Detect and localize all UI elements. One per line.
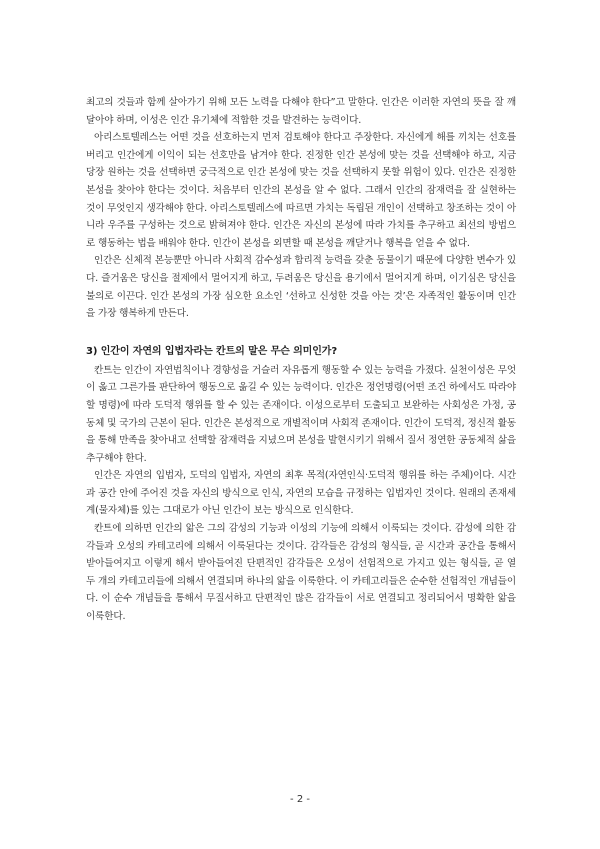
section-heading-kant: 3) 인간이 자연의 입법자라는 칸트의 말은 무슨 의미인가? <box>86 345 338 357</box>
paragraph-kant-legislator: 인간은 자연의 입법자, 도덕의 입법자, 자연의 최후 목적(자연인식·도덕적 행위를 하는 주체)이다. 시간과 공간 안에 주어진 것을 자신의 방식으로 인식, 자연의 모습을 규정하는 입법자인 것이다. 원래의 존재세계(물자체)를 있는 그대로가 아닌 인간이 보는 방식으로 인식한다. <box>86 470 516 517</box>
paragraph-human-variables: 인간은 신체적 본능뿐만 아니라 사회적 감수성과 합리적 능력을 갖춘 동물이기 때문에 다양한 변수가 있다. 즐거움은 당신을 절제에서 멀어지게 하고, 두려움은 당신을 용기에서 멀어지게 하며, 이기심은 당신을 불의로 이끈다. 인간 본성의 가장 심오한 요소인 ‘선하고 신성한 것을 아는 것’은 자족적인 활동이며 인간을 가장 행복하게 만든다. <box>86 255 516 320</box>
paragraph-kant-practical-reason: 칸트는 인간이 자연법칙이나 경향성을 거슬러 자유롭게 행동할 수 있는 능력을 가졌다. 실천이성은 무엇이 옳고 그른가를 판단하여 행동으로 옮길 수 있는 능력이다. 인간은 정언명령(어떤 조건 하에서도 따라야 할 명령)에 따라 도덕적 행위를 할 수 있는 존재이다. 이성으로부터 도출되고 보완하는 사회성은 가정, 공동체 및 국가의 근본이 된다. 인간은 본성적으로 개별적이며 사회적 존재이다. 인간이 도덕적, 정신적 활동을 통해 만족을 찾아내고 선택할 잠재력을 지녔으며 본성을 발현시키기 위해서 질서 정연한 공동체적 삶을 추구해야 한다. <box>86 364 516 464</box>
page-number: - 2 - <box>290 794 310 805</box>
paragraph-aristotle-preference: 아리스토텔레스는 어떤 것을 선호하는지 먼저 검토해야 한다고 주장한다. 자신에게 해를 끼치는 선호를 버리고 인간에게 이익이 되는 선호만을 남겨야 한다. 진정한 인간 본성에 맞는 것을 선택해야 하고, 지금 당장 원하는 것을 선택하면 궁극적으로 인간 본성에 맞는 것을 선택하지 못할 위험이 있다. 인간은 진정한 본성을 찾아야 한다는 것이다. 처음부터 인간의 본성을 알 수 없다. 그래서 인간의 잠재력을 잘 실현하는 것이 무엇인지 생각해야 한다. 아리스토텔레스에 따르면 가치는 독립된 개인이 선택하고 창조하는 것이 아니라 우주를 구성하는 것으로 밝혀져야 한다. 인간은 자신의 본성에 따라 가치를 추구하고 최선의 방법으로 행동하는 법을 배워야 한다. 인간이 본성을 외면할 때 본성을 깨닫거나 행복을 얻을 수 없다. <box>86 132 516 249</box>
paragraph-continuation: 최고의 것들과 함께 살아가기 위해 모든 노력을 다해야 한다”고 말한다. 인간은 이러한 자연의 뜻을 잘 깨달아야 하며, 이성은 인간 유기체에 적합한 것을 발견하는 능력이다. <box>86 97 516 126</box>
paragraph-kant-knowledge: 칸트에 의하면 인간의 앎은 그의 감성의 기능과 이성의 기능에 의해서 이룩되는 것이다. 감성에 의한 감각들과 오성의 카테고리에 의해서 이룩된다는 것이다. 감각들은 감성의 형식들, 곧 시간과 공간을 통해서 받아들여지고 이렇게 해서 받아들여진 단편적인 감각들은 오성이 선험적으로 가지고 있는 형식들, 곧 열 두 개의 카테고리들에 의해서 연결되며 하나의 앎을 이룩한다. 이 카테고리들은 순수한 선험적인 개념들이다. 이 순수 개념들을 통해서 무질서하고 단편적인 많은 감각들이 서로 연결되고 정리되어서 명확한 앎을 이룩한다. <box>86 523 516 623</box>
